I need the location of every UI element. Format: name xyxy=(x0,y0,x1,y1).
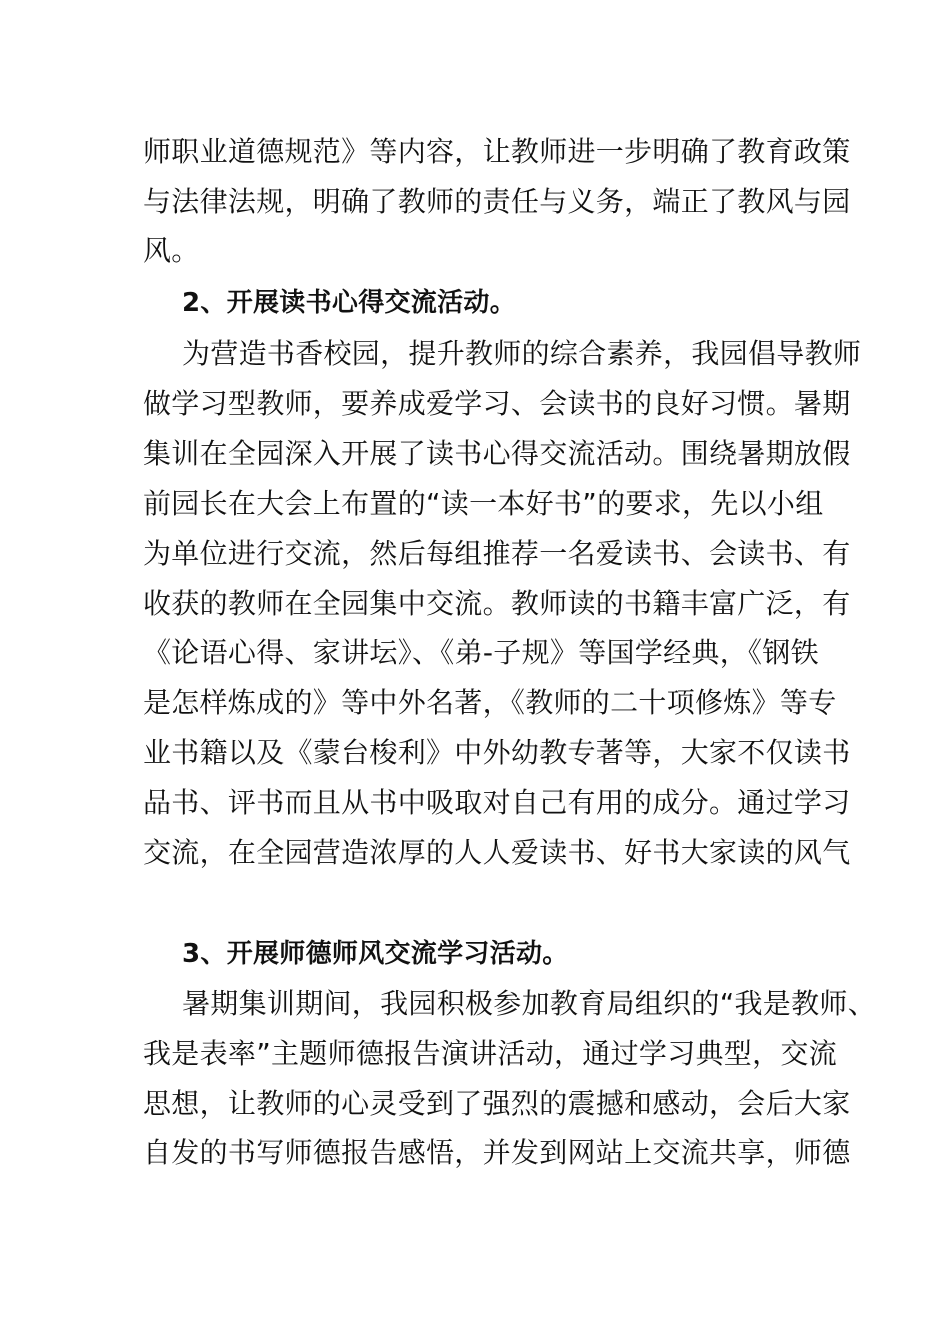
text-line: 品书、评书而且从书中吸取对自己有用的成分。通过学习 xyxy=(143,786,851,819)
text-line: 前园长在大会上布置的“读一本好书”的要求，先以小组 xyxy=(143,487,824,520)
section-heading: 2、开展读书心得交流活动。 xyxy=(182,288,516,318)
text-line: 暑期集训期间，我园积极参加教育局组织的“我是教师、 xyxy=(182,987,877,1020)
text-line: 收获的教师在全园集中交流。教师读的书籍丰富广泛，有 xyxy=(143,587,851,620)
text-line: 与法律法规，明确了教师的责任与义务，端正了教风与园 xyxy=(143,185,851,218)
text-line: 我是表率”主题师德报告演讲活动，通过学习典型，交流 xyxy=(143,1037,838,1070)
text-line: 为营造书香校园，提升教师的综合素养，我园倡导教师 xyxy=(182,337,862,370)
text-line: 业书籍以及《蒙台梭利》中外幼教专著等，大家不仅读书 xyxy=(143,736,851,769)
text-line: 师职业道德规范》等内容，让教师进一步明确了教育政策 xyxy=(143,135,851,168)
text-line: 做学习型教师，要养成爱学习、会读书的良好习惯。暑期 xyxy=(143,387,851,420)
text-line: 集训在全园深入开展了读书心得交流活动。围绕暑期放假 xyxy=(143,437,851,470)
text-line: 是怎样炼成的》等中外名著，《教师的二十项修炼》等专 xyxy=(143,686,837,719)
text-line: 交流，在全园营造浓厚的人人爱读书、好书大家读的风气 xyxy=(143,836,851,869)
text-line: 《论语心得、家讲坛》、《弟-子规》等国学经典，《钢铁 xyxy=(143,636,819,669)
text-line: 为单位进行交流，然后每组推荐一名爱读书、会读书、有 xyxy=(143,537,851,570)
text-line: 自发的书写师德报告感悟，并发到网站上交流共享，师德 xyxy=(143,1136,851,1169)
text-line: 思想，让教师的心灵受到了强烈的震撼和感动，会后大家 xyxy=(143,1087,851,1120)
text-line: 风。 xyxy=(143,234,200,267)
section-heading: 3、开展师德师风交流学习活动。 xyxy=(182,939,569,969)
